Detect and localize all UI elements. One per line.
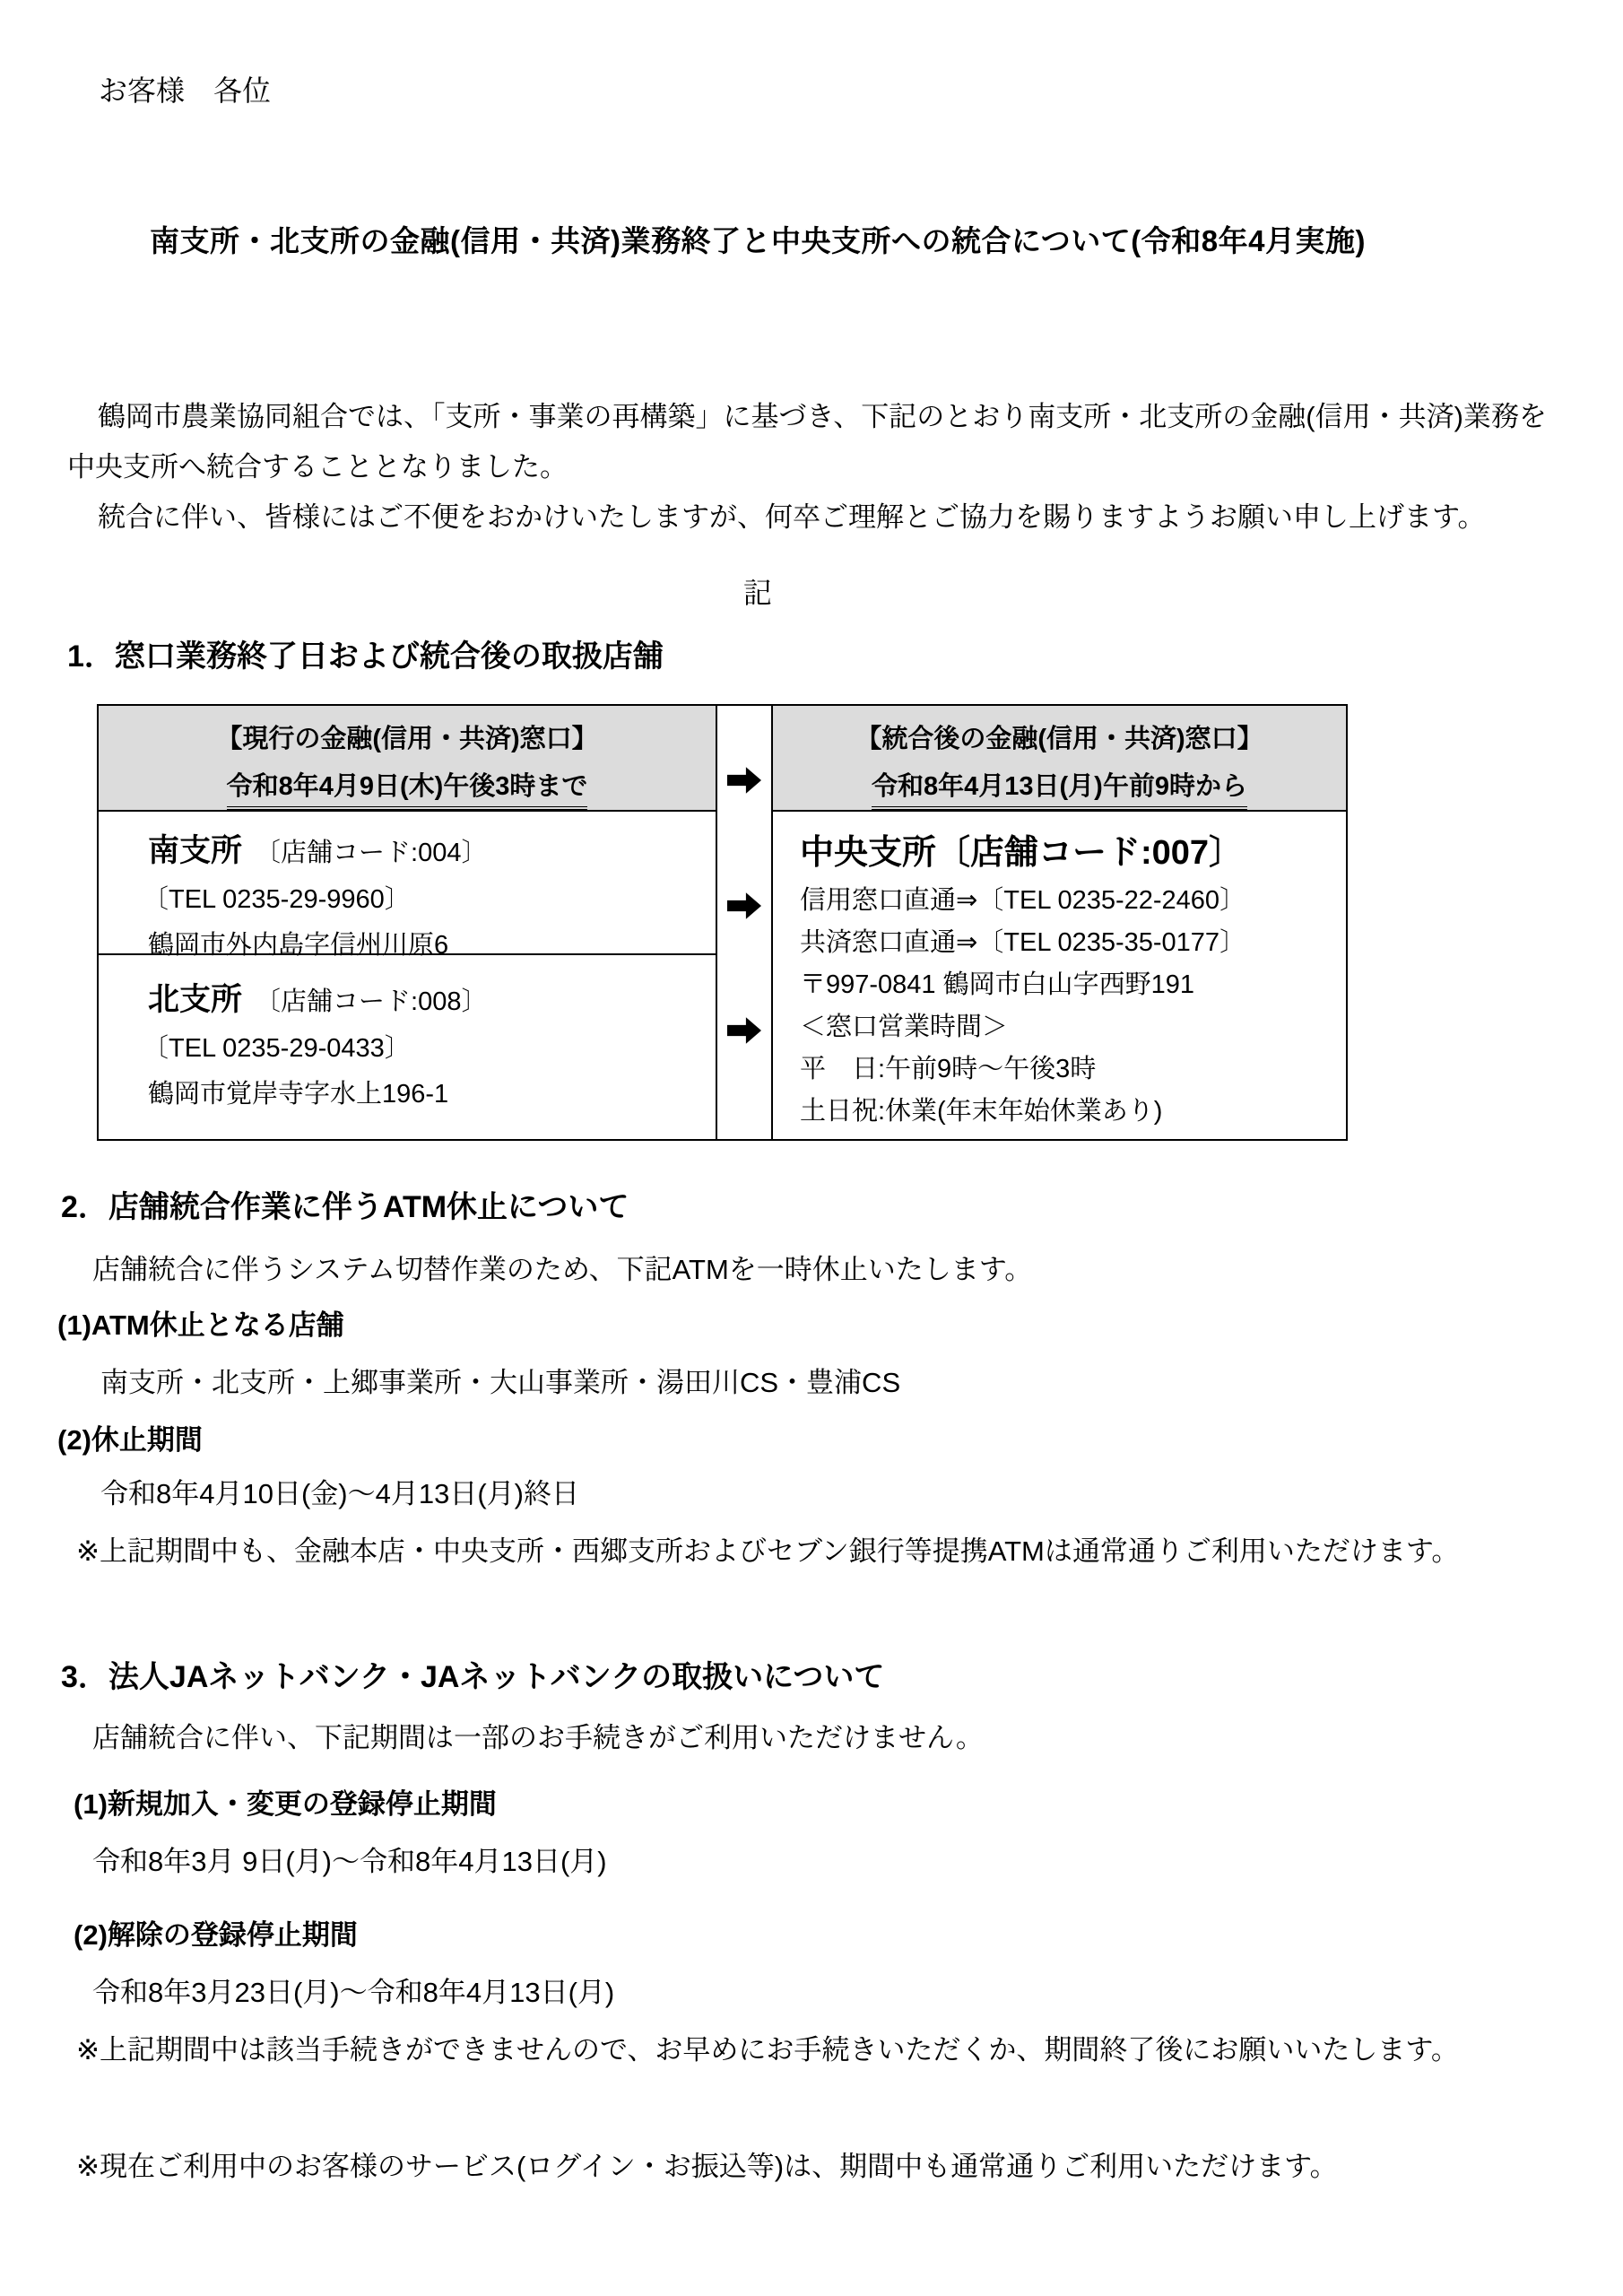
- arrow-column: [717, 706, 773, 1139]
- intro-paragraph-1: 鶴岡市農業協同組合では、「支所・事業の再構築」に基づき、下記のとおり南支所・北支所の金融(信用・共済)業務を中央支所へ統合することとなりました。: [67, 401, 1547, 483]
- south-branch-tel: 〔TEL 0235-29-9960〕: [143, 885, 411, 914]
- central-branch-hours-title: ＜窓口営業時間＞: [800, 1013, 1009, 1041]
- branch-consolidation-table: [97, 704, 1348, 1141]
- section2-sub1-body: 南支所・北支所・上郷事業所・大山事業所・湯田川CS・豊浦CS: [100, 1367, 901, 1398]
- section2-sub1-heading: (1)ATM休止となる店舗: [57, 1309, 344, 1341]
- current-window-title: 【現行の金融(信用・共済)窓口】: [216, 725, 598, 753]
- page-title: 南支所・北支所の金融(信用・共済)業務終了と中央支所への統合について(令和8年4月実施): [149, 224, 1366, 257]
- merged-window-start: 令和8年4月13日(月)午前9時から: [872, 766, 1247, 810]
- current-window-deadline: 令和8年4月9日(木)午後3時まで: [227, 766, 588, 810]
- section2-sub2-body: 令和8年4月10日(金)～4月13日(月)終日: [100, 1478, 579, 1509]
- south-branch-cell: [99, 812, 717, 960]
- north-branch-tel: 〔TEL 0235-29-0433〕: [143, 1034, 411, 1063]
- section3-body: 店舗統合に伴い、下記期間は一部のお手続きがご利用いただけません。: [92, 1722, 984, 1753]
- central-branch-mutual-tel: 共済窓口直通⇒〔TEL 0235-35-0177〕: [800, 928, 1246, 957]
- central-branch-address: 〒997-0841 鶴岡市白山字西野191: [800, 970, 1194, 999]
- section2-sub2-heading: (2)休止期間: [57, 1424, 203, 1456]
- central-branch-credit-tel: 信用窓口直通⇒〔TEL 0235-22-2460〕: [800, 886, 1246, 915]
- section3-sub1-body: 令和8年3月 9日(月)～令和8年4月13日(月): [92, 1846, 607, 1877]
- arrow-right-icon: [727, 1017, 761, 1044]
- south-branch-name: 南支所: [148, 833, 243, 868]
- north-branch-cell: [99, 955, 717, 1139]
- section3-sub2-body: 令和8年3月23日(月)～令和8年4月13日(月): [92, 1977, 615, 2008]
- central-branch-cell: [773, 812, 1346, 1139]
- current-window-header-cell: [99, 706, 717, 812]
- north-branch-name: 北支所: [148, 982, 243, 1017]
- record-mark: 記: [742, 577, 772, 609]
- section3-note-2: ※現在ご利用中のお客様のサービス(ログイン・お振込等)は、期間中も通常通りご利用いただけます。: [76, 2151, 1338, 2182]
- central-branch-name: 中央支所〔店舗コード:007〕: [800, 834, 1244, 872]
- arrow-right-icon: [727, 892, 761, 919]
- section3-note-1: ※上記期間中は該当手続きができませんので、お早めにお手続きいただくか、期間終了後にお願いいたします。: [76, 2034, 1459, 2066]
- section3-heading: 3．法人JAネットバンク・JAネットバンクの取扱いについて: [61, 1660, 885, 1694]
- salutation: お客様 各位: [99, 74, 272, 107]
- arrow-right-icon: [727, 767, 761, 794]
- central-branch-hours-holiday: 土日祝:休業(年末年始休業あり): [800, 1097, 1163, 1126]
- merged-window-header-cell: [773, 706, 1346, 812]
- section2-heading: 2．店舗統合作業に伴うATM休止について: [61, 1190, 629, 1224]
- section2-note: ※上記期間中も、金融本店・中央支所・西郷支所およびセブン銀行等提携ATMは通常通りご利用いただけます。: [76, 1535, 1460, 1567]
- south-branch-code: 〔店舗コード:004〕: [255, 839, 488, 867]
- north-branch-address: 鶴岡市覚岸寺字水上196-1: [148, 1080, 449, 1109]
- section3-sub2-heading: (2)解除の登録停止期間: [74, 1919, 358, 1951]
- section1-heading: 1．窓口業務終了日および統合後の取扱店舗: [67, 639, 664, 674]
- south-branch-address: 鶴岡市外内島字信州川原6: [148, 931, 449, 960]
- north-branch-code: 〔店舗コード:008〕: [255, 987, 488, 1016]
- section3-sub1-heading: (1)新規加入・変更の登録停止期間: [74, 1788, 497, 1820]
- intro-paragraph-2: 統合に伴い、皆様にはご不便をおかけいたしますが、何卒ご理解とご協力を賜りますようお願い申し上げます。: [98, 501, 1486, 533]
- merged-window-title: 【統合後の金融(信用・共済)窓口】: [855, 725, 1263, 753]
- section2-body: 店舗統合に伴うシステム切替作業のため、下記ATMを一時休止いたします。: [92, 1254, 1033, 1285]
- central-branch-hours-weekday: 平 日:午前9時～午後3時: [800, 1055, 1097, 1083]
